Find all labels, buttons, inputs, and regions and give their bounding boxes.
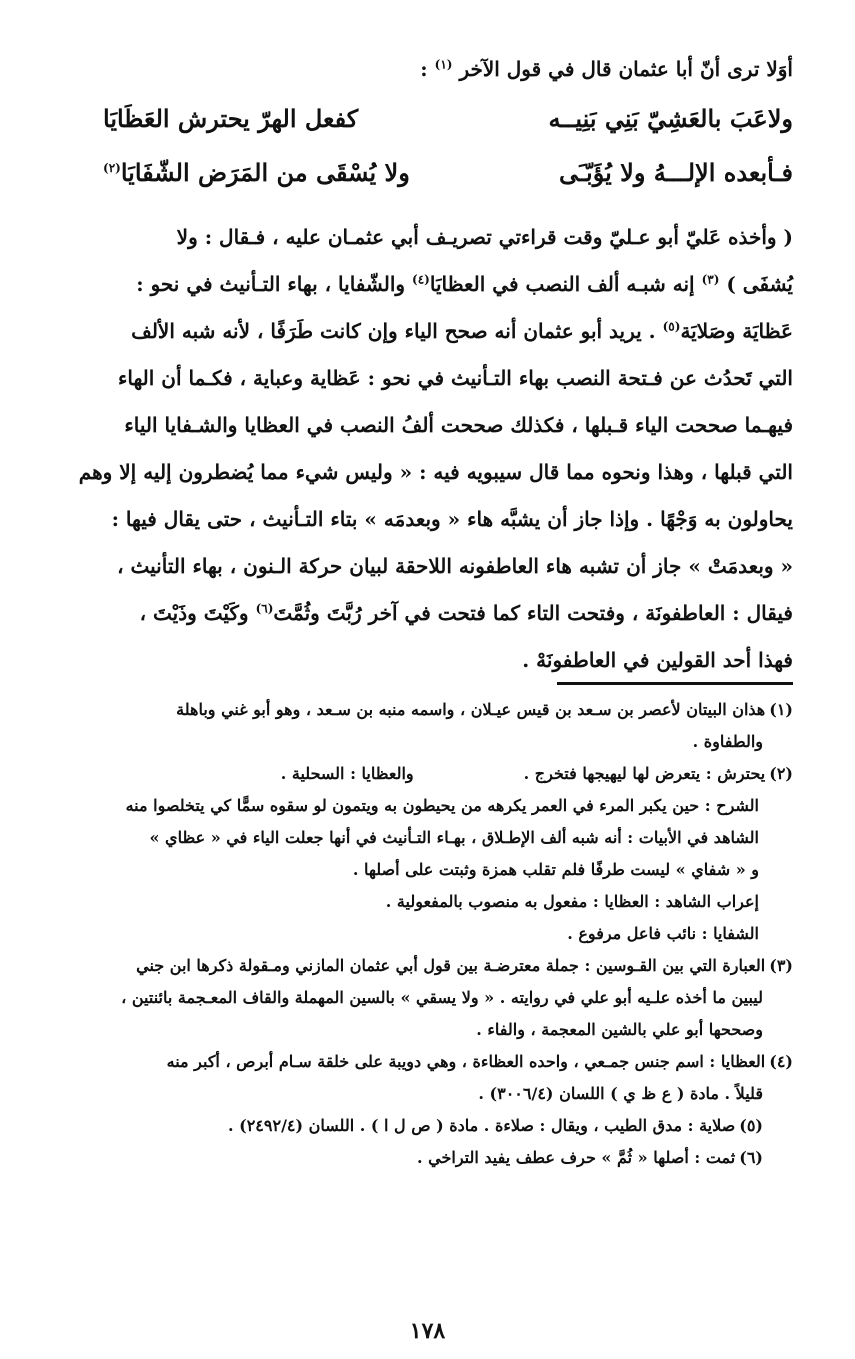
footnote-2-irab: إعراب الشاهد : العظايا : مفعول به منصوب بالمفعولية . [385, 892, 759, 911]
footnote-ref-2: (٢) [103, 161, 121, 175]
footnote-ref-1: (١) [434, 57, 453, 72]
footnote-6: (٦)ثمت : أصلها « ثُمَّ » حرف عطف يفيد التراخي . [417, 1148, 763, 1167]
verse-1 [63, 104, 793, 144]
footnote-number: (٢) [769, 764, 793, 783]
footnote-number: (٣) [769, 956, 793, 975]
main-text-line: التي تَحدُث عن فـتحة النصب بهاء التـأنيث في نحو : عَظاية وعباية ، فكـما أن الهاء [117, 366, 793, 390]
footnote-separator [557, 682, 793, 685]
main-text-line: ( وأخذه عَليّ أبو عـليّ وقت قراءتي تصريـف أبي عثمـان عليه ، فـقال : ولا [176, 225, 793, 249]
footnote-2-sharh: الشرح : حين يكبر المرء في العمر يكرهه من يحيطون به ويتمون لو سقوه سمًّا كي يتخلصوا منه [125, 796, 759, 815]
footnote-3: (٣)العبارة التي بين القـوسين : جملة معترضـة بين قول أبي عثمان المازني ومـقولة ذكرها ابن جني ليبين ما أخذه علـيه أبو علي في روايته . « ولا يسقي » بالسين المهملة والقاف المعـجمة بائنتين ، وصححها أبو علي بالشين المعجمة ، والفاء . [121, 956, 793, 1039]
footnote-4: (٤)العظايا : اسم جنس جمـعي ، واحده العظاءة ، وهي دويبة على خلقة سـام أبرص ، أكبر منه قليلاً . مادة ( ع ظ ي ) اللسان (٣٠٠٦/٤) . [166, 1052, 793, 1103]
footnote-2-shahid: الشاهد في الأبيات : أنه شبه ألف الإطـلاق ، بهـاء التـأنيث في أنها جعلت الياء في « عظاي » [149, 828, 759, 847]
footnote-2-shahid-cont: و « شفاي » ليست طرفًا فلم تقلب همزة وثبتت على أصلها . [352, 860, 759, 879]
footnote-ref-6: (٦) [255, 601, 274, 616]
footnote-number: (٥) [739, 1116, 763, 1135]
intro-colon: : [420, 57, 428, 81]
main-text-line: فيهـما صححت الياء قـبلها ، فكذلك صححت ألفُ النصب في العظايا والشـفايا الياء [124, 413, 793, 437]
page-number: ١٧٨ [409, 1318, 446, 1344]
main-text [55, 214, 793, 684]
footnote-ref-5: (٥) [662, 319, 681, 334]
footnote-1: (١)هذان البيتان لأعصر بن سـعد بن قيس عيـلان ، واسمه منبه بن سـعد ، وهو أبو غني وباهلة والطفاوة . [176, 700, 793, 751]
main-text-line: « وبعدمَتْ » جاز أن تشبه هاء العاطفونه اللاحقة لبيان حركة الـنون ، بهاء التأنيث ، [117, 554, 793, 578]
footnote-5: (٥)صلاية : مدق الطيب ، ويقال : صلاءة . مادة ( ص ل ا ) . اللسان (٢٤٩٢/٤) . [227, 1116, 763, 1135]
main-text-line: فيقال : العاطفونَة ، وفتحت التاء كما فتحت في آخر رُبَّتَ وثُمَّتَ$^{(٦)}$ وكَيْتَ وذَيْتَ ، [139, 601, 793, 625]
main-text-line: يحاولون به وَجْهًا . وإذا جاز أن يشبَّه هاء « وبعدمَه » بتاء التـأنيث ، حتى يقال فيها : [111, 507, 793, 531]
main-text-line: يُشفَى ) $^{(٣)}$ إنه شبـه ألف النصب في العظايَا$^{(٤)}$ والشّفايا ، بهاء التـأنيث في نحو : [136, 272, 793, 296]
footnotes [51, 694, 793, 1174]
intro-line [53, 52, 793, 86]
footnote-ref-4: (٤) [412, 272, 430, 287]
footnote-number: (١) [769, 700, 793, 719]
footnote-number: (٦) [739, 1148, 763, 1167]
main-text-line: التي قبلها ، وهذا ونحوه مما قال سيبويه فيه : « وليس شيء مما يُضطرون إليه إلا وهم [78, 460, 793, 484]
intro-text: أوَلا ترى أنّ أبا عثمان قال في قول الآخر [459, 57, 793, 81]
footnote-2-irab-cont: الشفايا : نائب فاعل مرفوع . [567, 924, 759, 943]
main-text-line: فهذا أحد القولين في العاطفونَهْ . [522, 648, 793, 672]
verse-1-first-hemistich: ولاعَبَ بالعَشِيّ بَنِي بَنِيــه [548, 104, 793, 133]
verse-1-second-hemistich: كفعل الهرّ يحترش العَظَايَا [103, 104, 359, 133]
verse-2-first-hemistich: فـأبعده الإلـــهُ ولا يُؤَبّـَى [558, 158, 793, 187]
footnote-2: (٢)يحترش : يتعرض لها ليهيجها فتخرج .والعظايا : السحلية . [280, 764, 793, 783]
verse-2-second-hemistich: ولا يُسْقَى من المَرَض الشّفَايَا$^{(٢)}$ [103, 158, 410, 187]
footnote-ref-3: (٣) [701, 272, 720, 287]
verse-2 [63, 158, 793, 198]
main-text-line: عَظايَة وصَلايَة$^{(٥)}$ . يريد أبو عثمان أنه صحح الياء وإن كانت طَرَفًا ، لأنه شبه الألف [131, 319, 793, 343]
footnote-number: (٤) [769, 1052, 793, 1071]
